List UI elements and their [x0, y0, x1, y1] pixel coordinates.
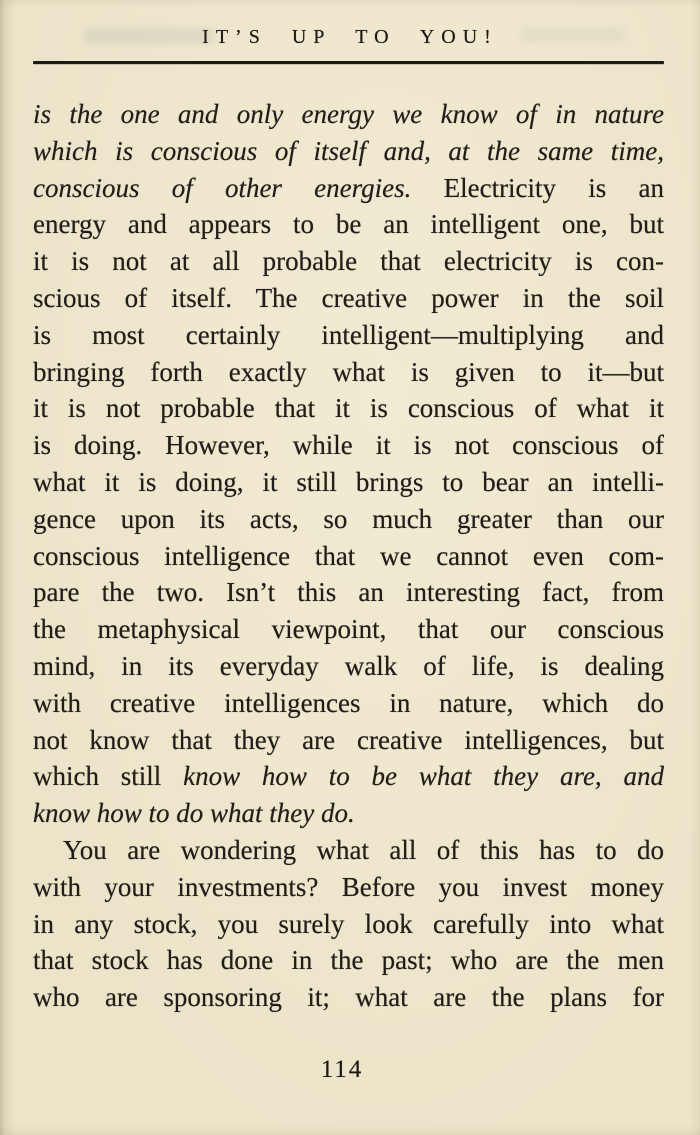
text-line — [33, 427, 664, 464]
text-segment: with your investments? Before you invest money — [33, 871, 664, 902]
text-segment: which still — [33, 761, 184, 792]
text-segment: gence upon its acts, so much greater than our — [33, 503, 664, 534]
italic-text-segment: know how to do what they do. — [33, 798, 355, 829]
text-segment: the metaphysical viewpoint, that our conscious — [33, 614, 664, 645]
text-line — [33, 979, 664, 1016]
text-line — [33, 611, 664, 648]
text-line — [33, 538, 664, 575]
text-line — [33, 501, 664, 538]
text-line — [33, 206, 664, 243]
text-segment: is doing. However, while it is not conscious of — [33, 430, 664, 461]
text-segment: mind, in its everyday walk of life, is dealing — [33, 650, 664, 681]
text-line — [33, 133, 664, 170]
text-line — [33, 942, 664, 979]
text-segment: not know that they are creative intelligences, but — [33, 724, 664, 755]
text-line — [33, 243, 664, 280]
text-line — [33, 758, 664, 795]
text-segment: conscious intelligence that we cannot even com- — [33, 540, 664, 571]
text-segment: energy and appears to be an intelligent one, but — [33, 209, 664, 240]
text-line — [33, 906, 664, 943]
text-line — [33, 648, 664, 685]
italic-text-segment: which is conscious of itself and, at the same time, — [33, 135, 664, 166]
header-rule — [33, 61, 664, 64]
text-segment: is most certainly intelligent—multiplying and — [33, 319, 664, 350]
text-line — [33, 795, 664, 832]
italic-text-segment: is the one and only energy we know of in nature — [33, 99, 664, 129]
text-line — [33, 96, 664, 133]
text-segment: what it is doing, it still brings to bear an intelli- — [33, 466, 664, 497]
text-segment: You are wondering what all of this has to do — [63, 834, 664, 865]
text-line — [33, 722, 664, 759]
text-line — [33, 574, 664, 611]
text-segment: that stock has done in the past; who are the men — [33, 945, 664, 976]
text-line — [33, 832, 664, 869]
text-segment: in any stock, you surely look carefully into what — [33, 908, 664, 939]
text-line — [33, 685, 664, 722]
page-number: 114 — [320, 1056, 364, 1083]
running-head-title: IT’S UP TO YOU! — [202, 26, 498, 48]
text-segment: with creative intelligences in nature, which do — [33, 687, 664, 718]
text-segment: scious of itself. The creative power in the soil — [33, 282, 664, 313]
text-segment: who are sponsoring it; what are the plans for — [33, 982, 664, 1013]
text-segment: bringing forth exactly what is given to it—but — [33, 356, 664, 387]
text-line — [33, 390, 664, 427]
body-text — [33, 96, 664, 1016]
text-line — [33, 464, 664, 501]
text-segment: pare the two. Isn’t this an interesting fact, from — [33, 577, 664, 608]
text-segment: it is not probable that it is conscious of what it — [33, 393, 664, 424]
text-line — [33, 317, 664, 354]
text-line — [33, 170, 664, 207]
text-segment: Electricity is an — [411, 172, 664, 203]
text-segment: it is not at all probable that electricity is con- — [33, 246, 664, 277]
text-line — [33, 280, 664, 317]
italic-text-segment: know how to be what they are, and — [183, 761, 664, 792]
text-line — [33, 354, 664, 391]
italic-text-segment: conscious of other energies. — [33, 172, 412, 203]
text-line — [33, 869, 664, 906]
